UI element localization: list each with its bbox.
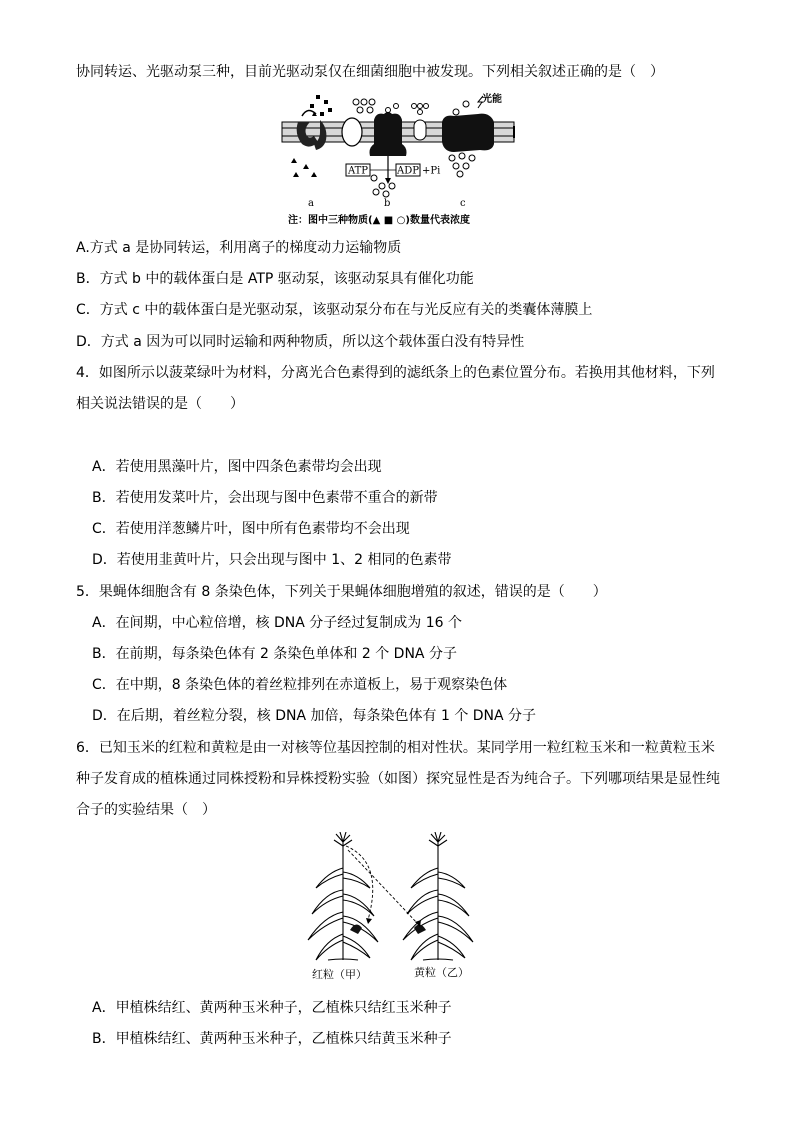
corn-plant-yi [403, 832, 473, 960]
q3-option-d: D．方式 a 因为可以同时运输和两种物质，所以这个载体蛋白没有特异性 [76, 334, 525, 350]
solute-circles-b [371, 175, 395, 197]
q3-stem: 协同转运、光驱动泵三种，目前光驱动泵仅在细菌细胞中被发现。下列相关叙述正确的是（ ） [76, 64, 664, 80]
q3-option-a: A.方式 a 是协同转运，利用离子的梯度动力运输物质 [76, 240, 402, 256]
solute-circles-c [449, 153, 475, 177]
q4-option-c: C．若使用洋葱鳞片叶，图中所有色素带均不会出现 [92, 521, 410, 537]
q4-stem-line1: 4．如图所示以菠菜绿叶为材料，分离光合色素得到的滤纸条上的色素位置分布。若换用其他材料，下列 [76, 365, 715, 381]
q6-stem-line2: 种子发育成的植株通过同株授粉和异株授粉实验（如图）探究显性是否为纯合子。下列哪项结果是显性纯 [76, 771, 720, 787]
figure-note: 注：图中三种物质(▲ ■ ○)数量代表浓度 [288, 215, 470, 226]
label-b: b [384, 198, 391, 209]
membrane-transport-figure [280, 92, 520, 230]
carrier-small [414, 120, 426, 140]
q4-stem-line2: 相关说法错误的是（ ） [76, 396, 244, 412]
q6-stem-line3: 合子的实验结果（ ） [76, 802, 216, 818]
solute-squares [310, 95, 332, 116]
atp-label: ATP [347, 165, 369, 177]
corn-ear-jia [350, 924, 362, 934]
corn-plant-jia [308, 832, 378, 960]
q3-option-b: B．方式 b 中的载体蛋白是 ATP 驱动泵，该驱动泵具有催化功能 [76, 271, 474, 287]
carrier-oval [342, 118, 362, 146]
q5-option-c: C．在中期，8 条染色体的着丝粒排列在赤道板上，易于观察染色体 [92, 677, 508, 693]
q4-option-a: A．若使用黑藻叶片，图中四条色素带均会出现 [92, 459, 382, 475]
q3-option-c: C．方式 c 中的载体蛋白是光驱动泵，该驱动泵分布在与光反应有关的类囊体薄膜上 [76, 302, 593, 318]
q5-option-a: A．在间期，中心粒倍增，核 DNA 分子经过复制成为 16 个 [92, 615, 463, 631]
q4-option-d: D．若使用韭黄叶片，只会出现与图中 1、2 相同的色素带 [92, 552, 452, 568]
q4-option-b: B．若使用发菜叶片，会出现与图中色素带不重合的新带 [92, 490, 438, 506]
q5-option-b: B．在前期，每条染色体有 2 条染色单体和 2 个 DNA 分子 [92, 646, 457, 662]
q6-stem-line1: 6．已知玉米的红粒和黄粒是由一对核等位基因控制的相对性状。某同学用一粒红粒玉米和一粒黄粒玉米 [76, 740, 715, 756]
q6-option-a: A．甲植株结红、黄两种玉米种子，乙植株只结红玉米种子 [92, 1000, 452, 1016]
q6-option-b: B．甲植株结红、黄两种玉米种子，乙植株只结黄玉米种子 [92, 1031, 452, 1047]
light-energy-label: 光能 [482, 94, 502, 105]
q5-stem: 5．果蝇体细胞含有 8 条染色体，下列关于果蝇体细胞增殖的叙述，错误的是（ ） [76, 584, 607, 600]
solute-circles-top [353, 99, 375, 113]
label-c: c [460, 198, 466, 209]
pollination-arrows [346, 846, 418, 924]
adp-label: ADP [397, 165, 419, 177]
solute-circles-mid [412, 104, 429, 115]
solute-triangles [291, 158, 317, 177]
q5-option-d: D．在后期，着丝粒分裂，核 DNA 加倍，每条染色体有 1 个 DNA 分子 [92, 708, 537, 724]
plant-label-yi: 黄粒（乙） [414, 966, 469, 979]
corn-pollination-figure [288, 832, 498, 984]
pi-label: +Pi [422, 165, 441, 177]
label-a: a [308, 198, 314, 209]
plant-label-jia: 红粒（甲） [312, 968, 367, 981]
